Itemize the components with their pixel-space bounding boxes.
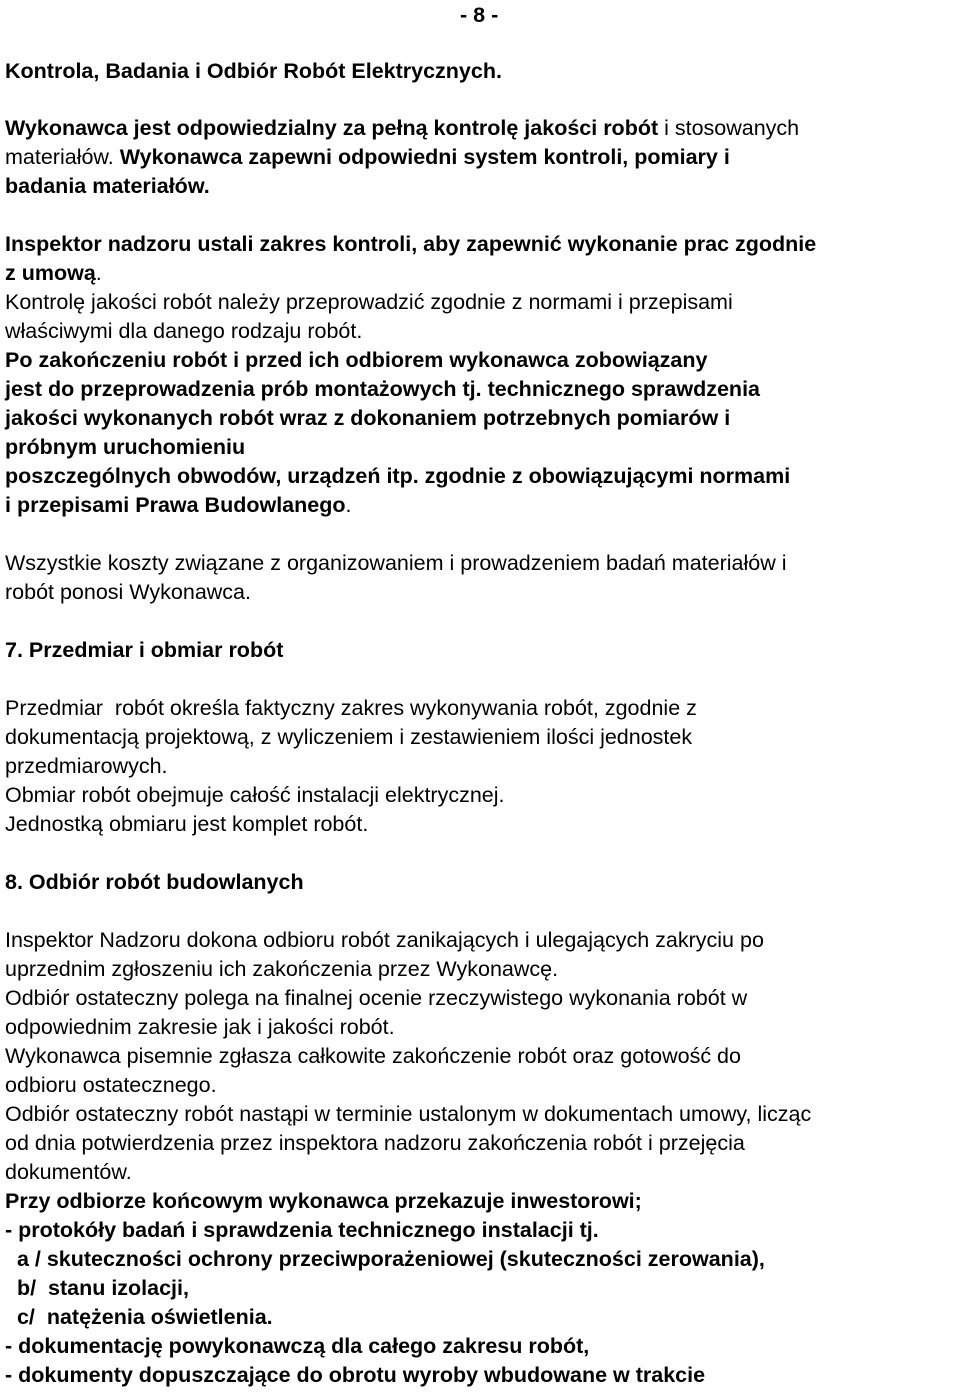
text-segment: odpowiednim zakresie jak i jakości robót. [5, 1015, 395, 1039]
text-line [5, 491, 351, 520]
text-segment: b/ stanu izolacji, [5, 1276, 189, 1300]
text-segment: od dnia potwierdzenia przez inspektora nadzoru zakończenia robót i przejęcia [5, 1131, 745, 1155]
text-segment: . [95, 261, 102, 285]
text-line [5, 1100, 811, 1129]
text-segment: dokumentacją projektową, z wyliczeniem i zestawieniem ilości jednostek [5, 725, 693, 749]
text-line [5, 1129, 745, 1158]
text-line [5, 781, 505, 810]
text-segment: materiałów. [5, 145, 114, 169]
text-segment: Inspektor Nadzoru dokona odbioru robót zanikających i ulegających zakryciu po [5, 928, 764, 952]
text-segment: Jednostką obmiaru jest komplet robót. [5, 812, 369, 836]
text-segment: Odbiór ostateczny polega na finalnej ocenie rzeczywistego wykonania robót w [5, 986, 748, 1010]
text-line [5, 723, 692, 752]
text-line [5, 694, 697, 723]
text-line [5, 433, 245, 462]
text-segment: 8. Odbiór robót budowlanych [5, 870, 304, 894]
text-segment: Przy odbiorze końcowym wykonawca przekazuje inwestorowi; [5, 1189, 642, 1213]
text-line [5, 143, 730, 172]
text-line [5, 1071, 217, 1100]
text-line [5, 230, 816, 259]
text-line [5, 288, 733, 317]
text-line [5, 404, 730, 433]
text-segment: jest do przeprowadzenia prób montażowych tj. technicznego sprawdzenia [5, 377, 760, 401]
text-segment: Obmiar robót obejmuje całość instalacji elektrycznej. [5, 783, 505, 807]
text-segment: Kontrola, Badania i Odbiór Robót Elektrycznych. [5, 59, 502, 83]
text-segment: Wykonawca zapewni odpowiedni system kontroli, pomiary i [113, 145, 730, 169]
text-segment: badania materiałów. [5, 174, 210, 198]
text-line [5, 1216, 599, 1245]
text-segment: Inspektor nadzoru ustali zakres kontroli, aby zapewnić wykonanie prac zgodnie [5, 232, 817, 256]
text-line [5, 1042, 741, 1071]
text-segment: próbnym uruchomieniu [5, 435, 246, 459]
text-segment: i stosowanych [658, 116, 800, 140]
text-line [5, 317, 362, 346]
text-line [5, 955, 558, 984]
text-segment: - dokumenty dopuszczające do obrotu wyroby wbudowane w trakcie [5, 1363, 706, 1387]
text-line [5, 868, 304, 897]
text-segment: 7. Przedmiar i obmiar robót [5, 638, 284, 662]
text-segment: Po zakończeniu robót i przed ich odbiorem wykonawca zobowiązany [5, 348, 708, 372]
text-segment: robót ponosi Wykonawca. [5, 580, 251, 604]
text-line [5, 375, 760, 404]
text-line [5, 636, 283, 665]
text-segment: - dokumentację powykonawczą dla całego zakresu robót, [5, 1334, 590, 1358]
text-line [5, 1361, 705, 1390]
text-line [5, 1274, 189, 1303]
text-segment: Wszystkie koszty związane z organizowaniem i prowadzeniem badań materiałów i [5, 551, 787, 575]
text-line [5, 1303, 273, 1332]
text-segment: - protokóły badań i sprawdzenia technicznego instalacji tj. [5, 1218, 599, 1242]
text-segment: Wykonawca pisemnie zgłasza całkowite zakończenie robót oraz gotowość do [5, 1044, 741, 1068]
text-segment: c/ natężenia oświetlenia. [5, 1305, 273, 1329]
text-line [5, 57, 502, 86]
text-line [5, 1013, 395, 1042]
text-line [5, 549, 787, 578]
text-line [5, 1332, 589, 1361]
text-segment: właściwymi dla danego rodzaju robót. [5, 319, 363, 343]
text-segment: Wykonawca jest odpowiedzialny za pełną kontrolę jakości robót [5, 116, 659, 140]
text-segment: z umową [5, 261, 96, 285]
text-line [5, 984, 747, 1013]
text-segment: dokumentów. [5, 1160, 132, 1184]
text-line [5, 752, 168, 781]
text-line [5, 1158, 132, 1187]
text-segment: Odbiór ostateczny robót nastąpi w terminie ustalonym w dokumentach umowy, licząc [5, 1102, 812, 1126]
text-segment: jakości wykonanych robót wraz z dokonaniem potrzebnych pomiarów i [5, 406, 731, 430]
text-line [5, 810, 368, 839]
text-segment: przedmiarowych. [5, 754, 168, 778]
text-segment: Kontrolę jakości robót należy przeprowadzić zgodnie z normami i przepisami [5, 290, 733, 314]
text-segment: Przedmiar robót określa faktyczny zakres wykonywania robót, zgodnie z [5, 696, 697, 720]
text-segment: i przepisami Prawa Budowlanego [5, 493, 346, 517]
text-line [5, 462, 790, 491]
text-line [5, 1245, 765, 1274]
text-segment: a / skuteczności ochrony przeciwporażeniowej (skuteczności zerowania), [5, 1247, 765, 1271]
page-number: - 8 - [460, 3, 499, 27]
text-segment: odbioru ostatecznego. [5, 1073, 217, 1097]
text-line [5, 1187, 642, 1216]
text-line [5, 172, 210, 201]
text-segment: poszczególnych obwodów, urządzeń itp. zgodnie z obowiązującymi normami [5, 464, 791, 488]
text-segment: uprzednim zgłoszeniu ich zakończenia przez Wykonawcę. [5, 957, 559, 981]
text-line [5, 259, 102, 288]
text-line [5, 926, 764, 955]
text-line [5, 114, 799, 143]
text-line [5, 346, 707, 375]
text-line [5, 578, 251, 607]
text-segment: . [345, 493, 352, 517]
